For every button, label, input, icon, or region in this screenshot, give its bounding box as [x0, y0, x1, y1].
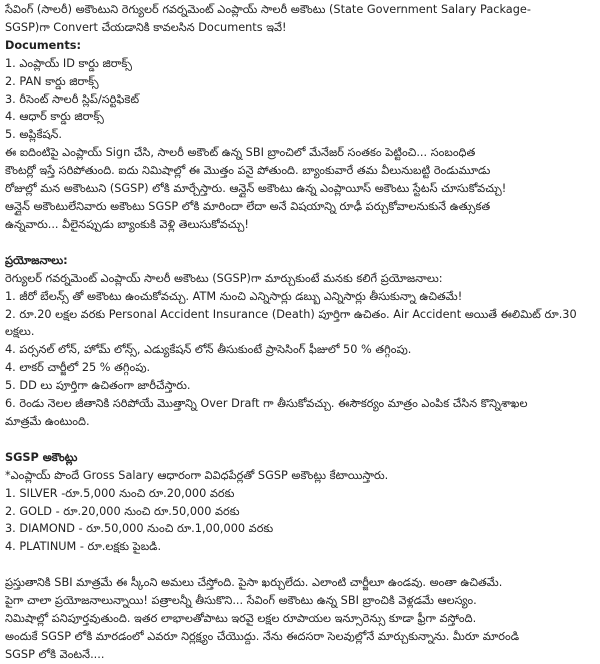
- paragraph-gap: [5, 431, 596, 449]
- sgsp-tier-item: 3. DIAMOND - రూ.50,000 నుంచి రూ.1,00,000 వరకు: [5, 522, 274, 536]
- closing-line: ప్రస్తుతానికి SBI మాత్రమే ఈ స్కీంని అమలు చేస్తోంది. పైసా ఖర్చులేదు. ఎలాంటి చార్జీలూ ఉండవు. అంతా ఉచితమే.: [5, 576, 503, 590]
- documents-note-line: ఈ ఐదింటిపై ఎంప్లాయ్ Sign చేసి, సాలరీ అకౌంట్ ఉన్న SBI బ్రాంచిలో మేనేజర్ సంతకం పెట్టించి... సంబంధిత: [5, 146, 476, 160]
- benefits-heading: ప్రయోజనాలు:: [5, 253, 68, 267]
- sgsp-tier-item: 4. PLATINUM - రూ.లక్షకు పైబడి.: [5, 540, 162, 554]
- documents-note-line: కౌంటర్లో ఇస్తే సరిపోతుంది. ఐదు నిమిషాల్లో ఈ మొత్తం పనై పోతుంది. బ్యాంకువారే తమ వీలునుబట్టి రెండుమూడు: [5, 164, 491, 178]
- benefit-item: లక్షలు.: [5, 325, 35, 339]
- benefit-item: 2. రూ.20 లక్షల వరకు Personal Accident Insurance (Death) పూర్తిగా ఉచితం. Air Accident అయితే ఈలిమిట్ రూ.30: [5, 307, 577, 321]
- sgsp-section: [5, 449, 596, 556]
- sgsp-tier-item: 2. GOLD - రూ.20,000 నుంచి రూ.50,000 వరకు: [5, 504, 240, 518]
- closing-line: SGSP లోకి వెంటనే....: [5, 647, 105, 661]
- document-item: 3. రీసెంట్ సాలరీ స్లిప్/సర్టిఫికెట్: [5, 92, 140, 106]
- benefit-item: 6. రెండు నెలల జీతానికి సరిపోయే మొత్తాన్ని Over Draft గా తీసుకోవచ్చు. ఈసౌకర్యం మాత్రం ఎంపిక చేసిన కొన్నిశాఖల: [5, 397, 528, 411]
- paragraph-gap: [5, 234, 596, 252]
- document-item: 1. ఎంప్లాయ్ ID కార్డు జిరాక్స్: [5, 56, 132, 70]
- documents-heading: Documents:: [5, 38, 81, 52]
- benefits-section: [5, 252, 596, 431]
- intro-line: SGSP)గా Convert చేయడానికి కావలసిన Documents ఇవే!: [5, 20, 287, 34]
- document-item: 4. ఆధార్ కార్డు జిరాక్స్: [5, 110, 104, 124]
- documents-note-line: ఉన్నవారు... వీలైనప్పుడు బ్యాంకుకి వెళ్లి తెలుసుకోవచ్చు!: [5, 217, 249, 231]
- sgsp-tier-item: 1. SILVER -రూ.5,000 నుంచి రూ.20,000 వరకు: [5, 486, 235, 500]
- documents-note-line: రోజుల్లో మన అకౌంటుని (SGSP) లోకి మార్చేస్తారు. ఆన్లైన్ అకౌంటు ఉన్న ఎంప్లాయీస్ అకౌంటు స్టేటస్ చూసుకోవచ్చు!: [5, 182, 507, 196]
- sgsp-heading: SGSP అకౌంట్లు: [5, 450, 78, 464]
- closing-line: నిమిషాల్లో పనిపూర్తవుతుంది. ఇతర లాభాలతోపాటు ఇరవై లక్షల రూపాయల ఇన్సూరెన్సు కూడా ఫ్రీగా వస్తోంది.: [5, 612, 477, 626]
- benefit-item: 4. లాకర్ చార్జీలో 25 % తగ్గింపు.: [5, 361, 151, 375]
- closing-paragraph: [5, 574, 596, 664]
- benefit-item: 4. పర్సనల్ లోన్, హోమ్ లోన్స్, ఎడ్యుకేషన్ లోన్ తీసుకుంటే ప్రాసెసింగ్ ఫీజులో 50 % తగ్గింపు.: [5, 343, 412, 357]
- benefit-item: 5. DD లు పూర్తిగా ఉచితంగా జారీచేస్తారు.: [5, 379, 191, 393]
- documents-section: [5, 37, 596, 234]
- closing-line: పైగా చాలా ప్రయోజనాలున్నాయి! పత్రాలన్నీ తీసుకొని... సేవింగ్ అకౌంటు ఉన్న SBI బ్రాంచికి వెళ్లడమే ఆలస్యం.: [5, 594, 477, 608]
- document-item: 5. అప్లికేషన్.: [5, 128, 62, 142]
- document-item: 2. PAN కార్డు జిరాక్స్: [5, 74, 99, 88]
- benefits-intro: రెగ్యులర్ గవర్నమెంట్ ఎంప్లాయ్ సాలరీ అకౌంటు (SGSP)గా మార్చుకుంటే మనకు కలిగే ప్రయోజనాలు:: [5, 271, 443, 285]
- closing-line: అందుకే SGSP లోకి మారడంలో ఎవరూ నిర్లక్ష్యం చేయొద్దు. నేను ఈదసరా సెలవుల్లోనే మార్చుకున్నాను. మీరూ మారండి: [5, 630, 520, 643]
- benefit-item: 1. జీరో బేలన్స్ తో అకౌంటు ఉంచుకోవచ్చు. ATM నుంచి ఎన్నిసార్లు డబ్బు ఎన్నిసార్లు తీసుకున్నా ఉచితమే!: [5, 289, 463, 303]
- benefit-item: మాత్రమే ఉంటుంది.: [5, 414, 90, 428]
- documents-note-line: ఆన్లైన్ అకౌంటులేనివారు అకౌంటు SGSP లోకి మారిందా లేదా అనే విషయాన్ని రూఢీ పర్చుకోవాలనుకునే ఉత్సుకత: [5, 199, 491, 213]
- sgsp-intro: *ఎంప్లాయ్ పొందే Gross Salary ఆధారంగా వివిధపేర్లతో SGSP అకౌంట్లు కేటాయిస్తారు.: [5, 468, 389, 482]
- intro-line: సేవింగ్ (సాలరీ) అకౌంటుని రెగ్యులర్ గవర్నమెంట్ ఎంప్లాయ్ సాలరీ అకౌంటు (State Government Salary Package-: [5, 3, 531, 16]
- paragraph-gap: [5, 556, 596, 574]
- intro-paragraph: [5, 1, 596, 37]
